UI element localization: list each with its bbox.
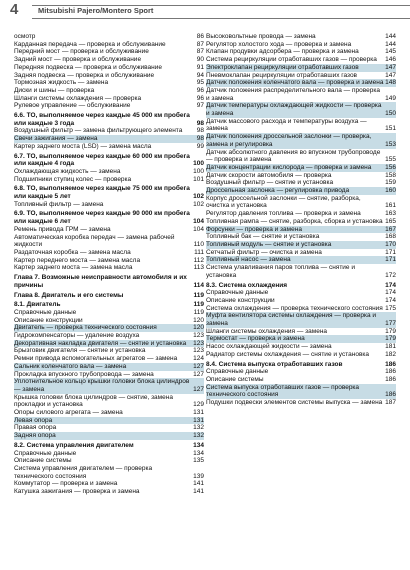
toc-page-number: 156 [385,163,396,171]
toc-entry-title: 8.4. Система выпуска отработавших газов [206,360,343,368]
toc-entry [206,384,396,399]
toc-entry [14,347,204,355]
toc-page-number: 120 [193,324,204,332]
toc-page-number: 104 [193,225,204,233]
toc-entry [14,135,204,143]
toc-entry [14,176,204,184]
toc-page-number: 181 [385,343,396,351]
toc-page-number: 147 [385,71,396,79]
toc-entry-title: Передний мост — проверка и обслуживание [14,48,149,56]
toc-page-number: 99 [196,142,204,150]
toc-entry [14,450,204,458]
toc-page-number: 87 [196,48,204,56]
toc-page-number: 119 [193,301,204,309]
toc-page-number: 132 [193,424,204,432]
toc-entry-title: Декоративная накладка двигателя — снятие и установка [14,339,187,347]
toc-entry-title: Топливная рампа — снятие, разборка, сборка и установка [206,217,383,225]
page-number: 4 [10,1,19,18]
toc-entry-title: Картер заднего моста — замена масла [14,264,133,272]
toc-page-number: 97 [196,102,204,110]
toc-entry [14,226,204,234]
toc-page-number: 96 [196,86,204,94]
toc-entry-title: Карданная передача — проверка и обслуживание [14,40,166,48]
toc-page-number: 124 [193,355,204,363]
toc-page-number: 127 [193,385,204,393]
toc-entry-title: Подшипники ступиц колес — проверка [14,175,132,183]
toc-entry [14,480,204,488]
toc-page-number: 86 [196,33,204,40]
toc-entry [206,233,396,241]
toc-entry-title: 8.1. Двигатель [14,301,61,309]
toc-entry [206,149,396,164]
toc-entry [14,417,204,425]
toc-entry-title: Система управления двигателем — проверка технического состояния [14,464,153,480]
toc-entry [14,488,204,496]
toc-entry-title: Ремни привода вспомогательных агрегатов — замена [14,355,178,363]
toc-entry [14,33,204,41]
toc-page-number: 119 [193,308,204,316]
toc-section-heading [206,361,396,369]
toc-section-heading [14,292,204,300]
toc-page-number: 186 [385,391,396,399]
toc-entry [206,179,396,187]
toc-page-number: 96 [196,94,204,102]
toc-entry-title: Шланги системы охлаждения — проверка [14,94,142,102]
toc-entry-title: Датчик абсолютного давления во впускном трубопроводе — проверка и замена [206,148,381,164]
toc-entry-title: осмотр [14,33,36,40]
toc-entry-title: Топливный фильтр — замена [14,200,104,208]
toc-page-number: 179 [385,335,396,343]
toc-entry [206,264,396,279]
toc-entry-title: Передняя подвеска — проверка и обслуживание [14,63,162,71]
toc-entry [206,256,396,264]
toc-page-number: 132 [193,432,204,440]
toc-page-number: 94 [196,71,204,79]
toc-entry [206,118,396,133]
toc-entry-title: 6.8. ТО, выполняемое через каждые 75 000 км пробега или каждые 5 лет [14,185,190,201]
toc-page-number: 139 [193,472,204,480]
toc-entry [14,87,204,95]
toc-entry [14,64,204,72]
toc-entry-title: Картер переднего моста — замена масла [14,256,141,264]
toc-page-number: 161 [385,202,396,210]
toc-entry-title: Сальник коленчатого вала — замена [14,362,127,370]
toc-entry [14,264,204,272]
toc-page-number: 174 [385,289,396,297]
toc-page-number: 145 [385,48,396,56]
toc-page-number: 95 [196,79,204,87]
toc-page-number: 131 [193,416,204,424]
toc-entry [206,351,396,359]
toc-entry [14,168,204,176]
toc-page-number: 177 [385,320,396,328]
toc-page-number: 165 [385,217,396,225]
toc-right-column [206,33,396,407]
toc-page-number: 129 [193,401,204,409]
toc-entry [14,249,204,257]
toc-entry-title: Сетчатый фильтр — очистка и замена [206,248,322,256]
toc-page-number: 101 [193,175,204,183]
toc-entry [14,143,204,151]
toc-page-number: 149 [385,94,396,102]
toc-page-number: 150 [385,110,396,118]
toc-entry [206,187,396,195]
toc-page-number: 144 [385,33,396,40]
toc-entry-title: Катушка зажигания — проверка и замена [14,488,140,496]
toc-entry [206,133,396,148]
toc-entry-title: Воздушный фильтр — замена фильтрующего элемента [14,127,183,135]
toc-page-number: 123 [193,347,204,355]
toc-page-number: 91 [196,63,204,71]
toc-entry [206,305,396,313]
toc-page-number: 98 [196,119,204,127]
toc-entry [14,332,204,340]
toc-entry [14,309,204,317]
toc-page-number: 158 [385,171,396,179]
running-title: Mitsubishi Pajero/Montero Sport [38,6,154,15]
toc-page-number: 110 [193,241,204,249]
toc-page-number: 186 [385,368,396,376]
toc-page-number: 147 [385,63,396,71]
toc-page-number: 171 [385,248,396,256]
toc-page-number: 100 [193,160,204,168]
toc-page-number: 123 [193,339,204,347]
toc-entry [14,72,204,80]
toc-entry-title: Шланги системы охлаждения — замена [206,327,328,335]
toc-entry-title: Левая опора [14,416,53,424]
toc-page-number: 167 [385,225,396,233]
toc-entry-title: Охлаждающая жидкость — замена [14,167,121,175]
toc-entry [206,368,396,376]
toc-entry-title: Система рециркуляции отработавших газов — проверка [206,56,377,64]
toc-entry-title: Датчик скорости автомобиля — проверка [206,171,332,179]
toc-entry [206,64,396,72]
toc-page-number: 135 [193,457,204,465]
toc-entry [206,399,396,407]
toc-page-number: 144 [385,40,396,48]
toc-entry-title: Регулятор давления топлива — проверка и замена [206,210,361,218]
toc-entry-title: Топливный модуль — снятие и установка [206,240,332,248]
toc-entry [206,312,396,327]
toc-entry-title: Справочные данные [14,449,77,457]
toc-page-number: 153 [385,140,396,148]
toc-page-number: 112 [193,256,204,264]
toc-entry-title: Регулятор холостого хода — проверка и замена [206,40,352,48]
toc-entry [14,317,204,325]
toc-page-number: 170 [385,240,396,248]
toc-section-heading [206,282,396,290]
toc-section-heading [14,274,204,289]
toc-entry [14,432,204,440]
toc-entry-title: 6.9. ТО, выполняемое через каждые 90 000 км пробега или каждые 6 лет [14,210,190,226]
toc-entry-title: Радиатор системы охлаждения — снятие и установка [206,350,370,358]
toc-entry-title: Опоры силового агрегата — замена [14,409,123,417]
toc-entry-title: Гидрокомпенсаторы — удаление воздуха [14,332,140,340]
toc-page-number: 104 [193,218,204,226]
toc-entry-title: Раздаточная коробка — замена масла [14,248,131,256]
toc-left-column [14,33,204,496]
toc-page-number: 100 [193,167,204,175]
toc-entry-title: Диски и шины — проверка [14,86,95,94]
toc-entry-title: Двигатель — проверка технического состояния [14,324,157,332]
page-header [0,0,410,20]
toc-page-number: 134 [193,449,204,457]
toc-page-number: 98 [196,135,204,143]
toc-entry [206,195,396,210]
toc-entry [206,297,396,305]
toc-entry-title: Топливный бак — снятие и установка [206,233,320,241]
toc-entry-title: Дроссельная заслонка — регулировка привода [206,187,350,195]
toc-entry-title: Картер заднего моста (LSD) — замена масла [14,142,152,150]
toc-entry-title: Брызговик двигателя — снятие и установка [14,347,146,355]
toc-page-number: 172 [385,271,396,279]
toc-entry-title: Рулевое управление — обслуживание [14,102,131,110]
toc-page-number: 174 [385,296,396,304]
toc-entry-title: Описание конструкции [14,316,83,324]
toc-page-number: 163 [385,210,396,218]
toc-section-heading [14,185,204,200]
toc-page-number: 168 [385,233,396,241]
toc-section-heading [14,153,204,168]
toc-page-number: 87 [196,40,204,48]
toc-entry-title: Описание конструкции [206,296,275,304]
toc-page-number: 155 [385,156,396,164]
toc-entry-title: Корпус дроссельной заслонки — снятие, разборка, очистка и установка [206,194,361,210]
toc-entry [206,48,396,56]
toc-entry [14,201,204,209]
toc-entry-title: Описание системы [14,457,72,465]
toc-entry-title: Топливный насос — замена [206,256,291,264]
toc-page-number: 146 [385,56,396,64]
toc-entry [14,457,204,465]
toc-page-number: 179 [385,327,396,335]
toc-entry-title: Датчик положения распределительного вала — проверка и замена [206,86,380,102]
toc-entry-title: Справочные данные [14,308,77,316]
toc-entry-title: Справочные данные [206,368,269,376]
toc-entry [206,343,396,351]
toc-page-number: 174 [385,281,396,289]
toc-entry-title: Электроклапан рециркуляции отработавших газов [206,63,359,71]
toc-entry [14,355,204,363]
toc-page-number: 187 [385,399,396,407]
toc-section-heading [14,442,204,450]
toc-entry-title: Задняя подвеска — проверка и обслуживание [14,71,155,79]
toc-entry-title: Задний мост — проверка и обслуживание [14,56,142,64]
toc-entry-title: Датчик концентрации кислорода — проверка и замена [206,163,372,171]
toc-entry [14,324,204,332]
toc-entry-title: Глава 7. Возможные неисправности автомобиля и их причины [14,274,187,289]
toc-entry-title: Термостат — проверка и замена [206,335,305,343]
toc-entry [14,127,204,135]
toc-page-number: 127 [193,370,204,378]
toc-entry-title: Задняя опора [14,432,56,440]
toc-entry-title: Прокладка впускного трубопровода — замена [14,370,154,378]
toc-page-number: 134 [193,441,204,449]
toc-entry-title: 6.7. ТО, выполняемое через каждые 60 000 км пробега или каждые 4 года [14,152,190,168]
toc-page-number: 171 [385,256,396,264]
toc-page-number: 186 [385,375,396,383]
toc-entry [206,241,396,249]
toc-entry-title: Клапан продувки адсорбера — проверка и замена [206,48,359,56]
toc-section-heading [14,112,204,127]
toc-entry-title: Насос охлаждающей жидкости — замена [206,343,332,351]
toc-entry-title: Описание системы [206,375,264,383]
toc-page-number: 119 [193,291,204,299]
toc-page-number: 120 [193,316,204,324]
toc-page-number: 131 [193,409,204,417]
toc-entry [14,465,204,480]
toc-page-number: 102 [193,200,204,208]
toc-entry-title: Высоковольтные провода — замена [206,33,316,40]
toc-page-number: 175 [385,304,396,312]
toc-page-number: 182 [385,350,396,358]
toc-page-number: 123 [193,332,204,340]
toc-entry-title: Муфта вентилятора системы охлаждения — проверка и замена [206,312,377,328]
toc-entry [14,48,204,56]
toc-entry [206,328,396,336]
toc-entry-title: 6.6. ТО, выполняемое через каждые 45 000 км пробега или каждые 3 года [14,112,190,127]
toc-page-number: 159 [385,179,396,187]
toc-entry [14,102,204,110]
toc-entry [14,234,204,249]
toc-entry [14,394,204,409]
toc-page-number: 102 [193,193,204,201]
toc-entry [206,164,396,172]
toc-entry [14,363,204,371]
toc-page-number: 141 [193,488,204,496]
toc-entry [206,56,396,64]
toc-page-number: 98 [196,127,204,135]
toc-page-number: 114 [193,281,204,289]
toc-entry-title: Крышка головки блока цилиндров — снятие, замена прокладки и установка [14,393,173,409]
toc-entry [206,87,396,102]
toc-entry [206,376,396,384]
toc-page-number: 111 [194,248,204,256]
toc-entry-title: Датчик положения дроссельной заслонки — проверка, замена и регулировка [206,133,372,148]
toc-page-number: 141 [193,480,204,488]
toc-entry-title: Справочные данные [206,289,269,297]
toc-entry-title: Пневмоклапан рециркуляции отработавших газов [206,71,358,79]
toc-page-number: 148 [385,79,396,87]
toc-entry-title: Форсунки — проверка и замена [206,225,302,233]
toc-entry-title: 8.3. Система охлаждения [206,281,288,289]
toc-entry [14,340,204,348]
toc-page-number: 160 [385,187,396,195]
toc-entry [206,102,396,117]
toc-entry-title: Датчик массового расхода и температуры воздуха — замена [206,117,367,133]
toc-entry [14,378,204,393]
toc-entry-title: Глава 8. Двигатель и его системы [14,291,124,299]
toc-entry-title: 8.2. Система управления двигателем [14,441,134,449]
toc-page-number: 151 [385,125,396,133]
toc-entry-title: Датчик температуры охлаждающей жидкости — проверка и замена [206,102,382,118]
toc-entry [206,72,396,80]
toc-entry [14,424,204,432]
toc-entry-title: Уплотнительное кольцо крышки головки блока цилиндров — замена [14,378,190,393]
toc-entry-title: Датчик положения коленчатого вала — проверка и замена [206,79,384,87]
toc-entry-title: Свечи зажигания — замена [14,135,98,143]
toc-page-number: 127 [193,362,204,370]
toc-page-number: 113 [193,264,204,272]
toc-entry-title: Коммутатор — проверка и замена [14,480,118,488]
toc-section-heading [14,210,204,225]
toc-entry-title: Система выпуска отработавших газов — проверка технического состояния [206,383,360,399]
toc-entry [206,33,396,41]
toc-entry [14,257,204,265]
toc-entry-title: Воздушный фильтр — снятие и установка [206,179,334,187]
toc-entry [14,56,204,64]
toc-entry-title: Автоматическая коробка передач — замена рабочей жидкости [14,233,175,249]
toc-entry [206,210,396,218]
toc-entry [14,79,204,87]
toc-entry [14,409,204,417]
toc-entry-title: Система улавливания паров топлива — снятие и установка [206,264,355,279]
toc-entry-title: Подушки подвески элементов системы выпуска — замена [206,399,383,407]
toc-entry-title: Тормозная жидкость — замена [14,79,109,87]
toc-entry-title: Ремень привода ГРМ — замена [14,225,111,233]
toc-entry [206,218,396,226]
toc-entry-title: Правая опора [14,424,57,432]
toc-page-number: 186 [385,360,396,368]
toc-page-number: 90 [196,56,204,64]
toc-entry [206,79,396,87]
toc-entry [206,289,396,297]
toc-section-heading [14,301,204,309]
toc-entry-title: Система охлаждения — проверка технического состояния [206,304,383,312]
toc-entry [206,335,396,343]
